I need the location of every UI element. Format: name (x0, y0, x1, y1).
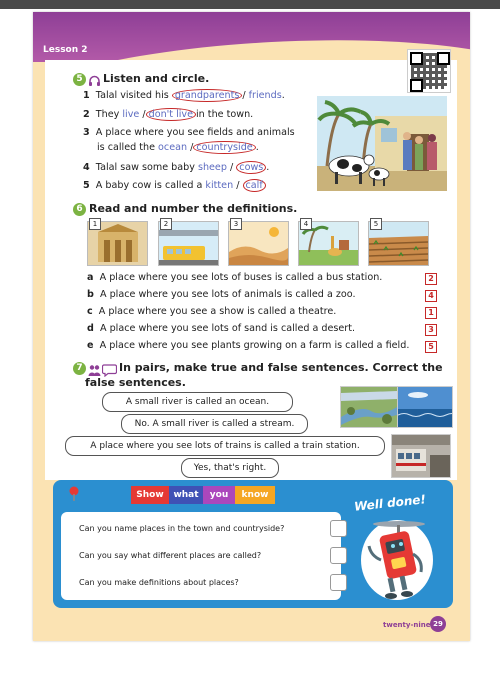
checklist-question-2: Can you say what different places are called? (79, 551, 262, 560)
definition-b: b A place where you see lots of animals is called a zoo. (87, 289, 356, 300)
robot-mascot-icon (359, 516, 437, 606)
thumb-number-5: 5 (370, 218, 382, 230)
train-station-photo (391, 434, 451, 478)
ex5-item-1: 1 Talal visited his grandparents / friends. (83, 90, 285, 101)
definition-c: c A place where you see a show is called a theatre. (87, 306, 337, 317)
exercise-number-7: 7 (73, 362, 86, 375)
exercise-7-title-line2: false sentences. (85, 376, 186, 389)
checkbox-1[interactable] (330, 520, 347, 537)
ex5-item-2: 2 They live / don't live in the town. (83, 109, 254, 120)
checklist-question-1: Can you name places in the town and countryside? (79, 524, 285, 533)
qr-code-icon[interactable] (407, 49, 451, 93)
answer-e[interactable]: 5 (425, 341, 437, 353)
definition-e: e A place where you see plants growing on a farm is called a field. (87, 340, 410, 351)
exercise-number-6: 6 (73, 203, 86, 216)
checklist-question-3: Can you make definitions about places? (79, 578, 239, 587)
textbook-page (33, 12, 470, 641)
exercise-5-title: Listen and circle. (103, 72, 210, 85)
ex5-item-4: 4 Talal saw some baby sheep / cows . (83, 162, 270, 173)
speech-bubble-1: A small river is called an ocean. (102, 392, 293, 412)
checkbox-2[interactable] (330, 547, 347, 564)
pair-icon (88, 362, 101, 375)
speech-bubble-2: No. A small river is called a stream. (121, 414, 308, 434)
exercise-number-5: 5 (73, 73, 86, 86)
window-top-bar (0, 0, 500, 9)
page-number: 29 (430, 616, 446, 632)
ex5-item-3-line2: is called the ocean / countryside . (97, 142, 259, 153)
ex5-item-3-line1: 3 A place where you see fields and animals (83, 127, 295, 138)
definition-d: d A place where you see lots of sand is called a desert. (87, 323, 356, 334)
checklist-box (61, 512, 341, 600)
exercise-7-title-line1: In pairs, make true and false sentences. Correct the (119, 361, 443, 374)
tab-know: know (235, 486, 275, 504)
answer-d[interactable]: 3 (425, 324, 437, 336)
tab-show: Show (131, 486, 169, 504)
tab-you: you (203, 486, 235, 504)
ocean-photo (397, 386, 453, 428)
thumb-number-4: 4 (300, 218, 312, 230)
answer-b[interactable]: 4 (425, 290, 437, 302)
exercise-6-title: Read and number the definitions. (89, 202, 298, 215)
page-word: twenty-nine (383, 621, 431, 629)
speech-bubble-4: Yes, that's right. (181, 458, 279, 478)
tab-what: what (169, 486, 203, 504)
ex5-item-5: 5 A baby cow is called a kitten / calf (83, 180, 266, 191)
stream-photo (340, 386, 398, 428)
checkbox-3[interactable] (330, 574, 347, 591)
lesson-label: Lesson 2 (43, 45, 88, 55)
headphones-icon (88, 73, 101, 86)
answer-c[interactable]: 1 (425, 307, 437, 319)
answer-a[interactable]: 2 (425, 273, 437, 285)
definition-a: a A place where you see lots of buses is called a bus station. (87, 272, 383, 283)
pin-icon (67, 486, 81, 502)
speech-bubble-icon (102, 362, 117, 375)
well-done-label: Well done! (353, 492, 427, 514)
thumb-number-1: 1 (89, 218, 101, 230)
thumb-number-2: 2 (160, 218, 172, 230)
family-cows-illustration (317, 96, 447, 191)
thumb-number-3: 3 (230, 218, 242, 230)
speech-bubble-3: A place where you see lots of trains is called a train station. (65, 436, 385, 456)
